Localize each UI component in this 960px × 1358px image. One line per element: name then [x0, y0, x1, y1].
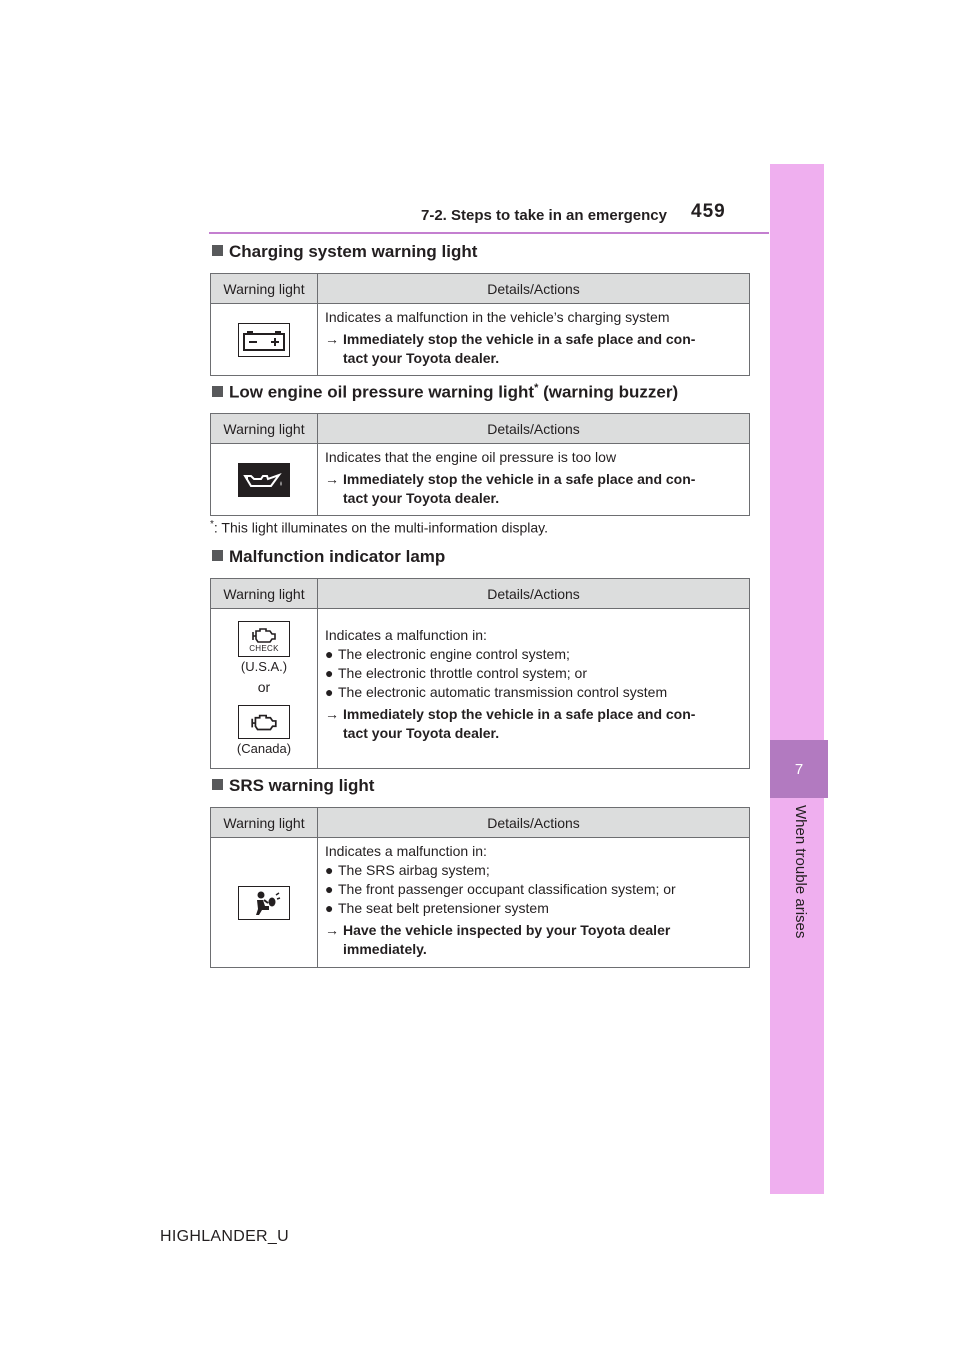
arrow-icon: →: [325, 471, 339, 487]
table-header: [211, 414, 749, 444]
intro-text: Indicates a malfunction in:: [325, 627, 487, 643]
action-text: → Immediately stop the vehicle in a safe place and con- tact your Toyota dealer.: [325, 471, 696, 506]
battery-icon: [238, 323, 290, 357]
header-details-actions: Details/Actions: [487, 420, 580, 437]
header-warning-light: Warning light: [211, 414, 318, 443]
arrow-icon: →: [325, 331, 339, 347]
usa-label: (U.S.A.): [240, 659, 288, 674]
bullet-icon: ●: [325, 862, 334, 878]
check-engine-icon: [238, 621, 290, 657]
square-bullet-icon: [212, 386, 223, 397]
oil-can-icon: [238, 463, 290, 497]
check-label: CHECK: [249, 643, 279, 653]
section-title-oil-pressure: Low engine oil pressure warning light* (warning buzzer): [212, 382, 678, 403]
table-header: [211, 579, 749, 609]
header-details-actions: Details/Actions: [487, 814, 580, 831]
table-row: [211, 838, 749, 967]
bullet-icon: ●: [325, 665, 334, 681]
list-item: ● The electronic throttle control system; or: [325, 665, 587, 681]
square-bullet-icon: [212, 245, 223, 256]
list-item: ● The seat belt pretensioner system: [325, 900, 549, 916]
list-item: ● The electronic engine control system;: [325, 646, 570, 662]
canada-label: (Canada): [236, 741, 292, 756]
table-row: [211, 444, 749, 515]
section-title-charging: Charging system warning light: [212, 242, 477, 262]
table-row: [211, 609, 749, 768]
or-label: or: [257, 679, 271, 695]
action-text: → Have the vehicle inspected by your Toyota dealer immediately.: [325, 922, 671, 957]
header-details-actions: Details/Actions: [487, 280, 580, 297]
malfunction-lamp-table: [210, 578, 750, 769]
oil-pressure-warning-table: [210, 413, 750, 516]
header-divider: [209, 232, 769, 234]
engine-icon: [238, 705, 290, 739]
airbag-icon: [238, 886, 290, 920]
chapter-number-badge: 7: [770, 740, 828, 798]
bullet-icon: ●: [325, 684, 334, 700]
header-details-actions: Details/Actions: [487, 585, 580, 602]
bullet-icon: ●: [325, 900, 334, 916]
model-footer: HIGHLANDER_U: [160, 1228, 289, 1245]
arrow-icon: →: [325, 922, 339, 938]
table-header: [211, 808, 749, 838]
chapter-side-tab: [770, 164, 824, 1194]
srs-warning-table: [210, 807, 750, 968]
square-bullet-icon: [212, 779, 223, 790]
description: Indicates a malfunction in the vehicle’s charging system: [325, 309, 670, 325]
action-text: → Immediately stop the vehicle in a safe place and con- tact your Toyota dealer.: [325, 331, 696, 366]
square-bullet-icon: [212, 550, 223, 561]
intro-text: Indicates a malfunction in:: [325, 843, 487, 859]
table-row: [211, 304, 749, 375]
list-item: ● The front passenger occupant classification system; or: [325, 881, 676, 897]
charging-warning-table: [210, 273, 750, 376]
header-warning-light: Warning light: [211, 808, 318, 837]
list-item: ● The electronic automatic transmission control system: [325, 684, 668, 700]
list-item: ● The SRS airbag system;: [325, 862, 490, 878]
description: Indicates that the engine oil pressure is too low: [325, 449, 617, 465]
chapter-title: When trouble arises: [792, 805, 809, 939]
header-warning-light: Warning light: [211, 274, 318, 303]
header-warning-light: Warning light: [211, 579, 318, 608]
page-number: 459: [691, 201, 726, 222]
footnote: *: This light illuminates on the multi-information display.: [210, 519, 548, 536]
section-title-srs: SRS warning light: [212, 776, 374, 796]
bullet-icon: ●: [325, 646, 334, 662]
section-header: 7-2. Steps to take in an emergency: [421, 207, 667, 224]
section-title-malfunction-lamp: Malfunction indicator lamp: [212, 547, 445, 567]
table-header: [211, 274, 749, 304]
bullet-icon: ●: [325, 881, 334, 897]
action-text: → Immediately stop the vehicle in a safe place and con- tact your Toyota dealer.: [325, 706, 696, 741]
arrow-icon: →: [325, 706, 339, 722]
